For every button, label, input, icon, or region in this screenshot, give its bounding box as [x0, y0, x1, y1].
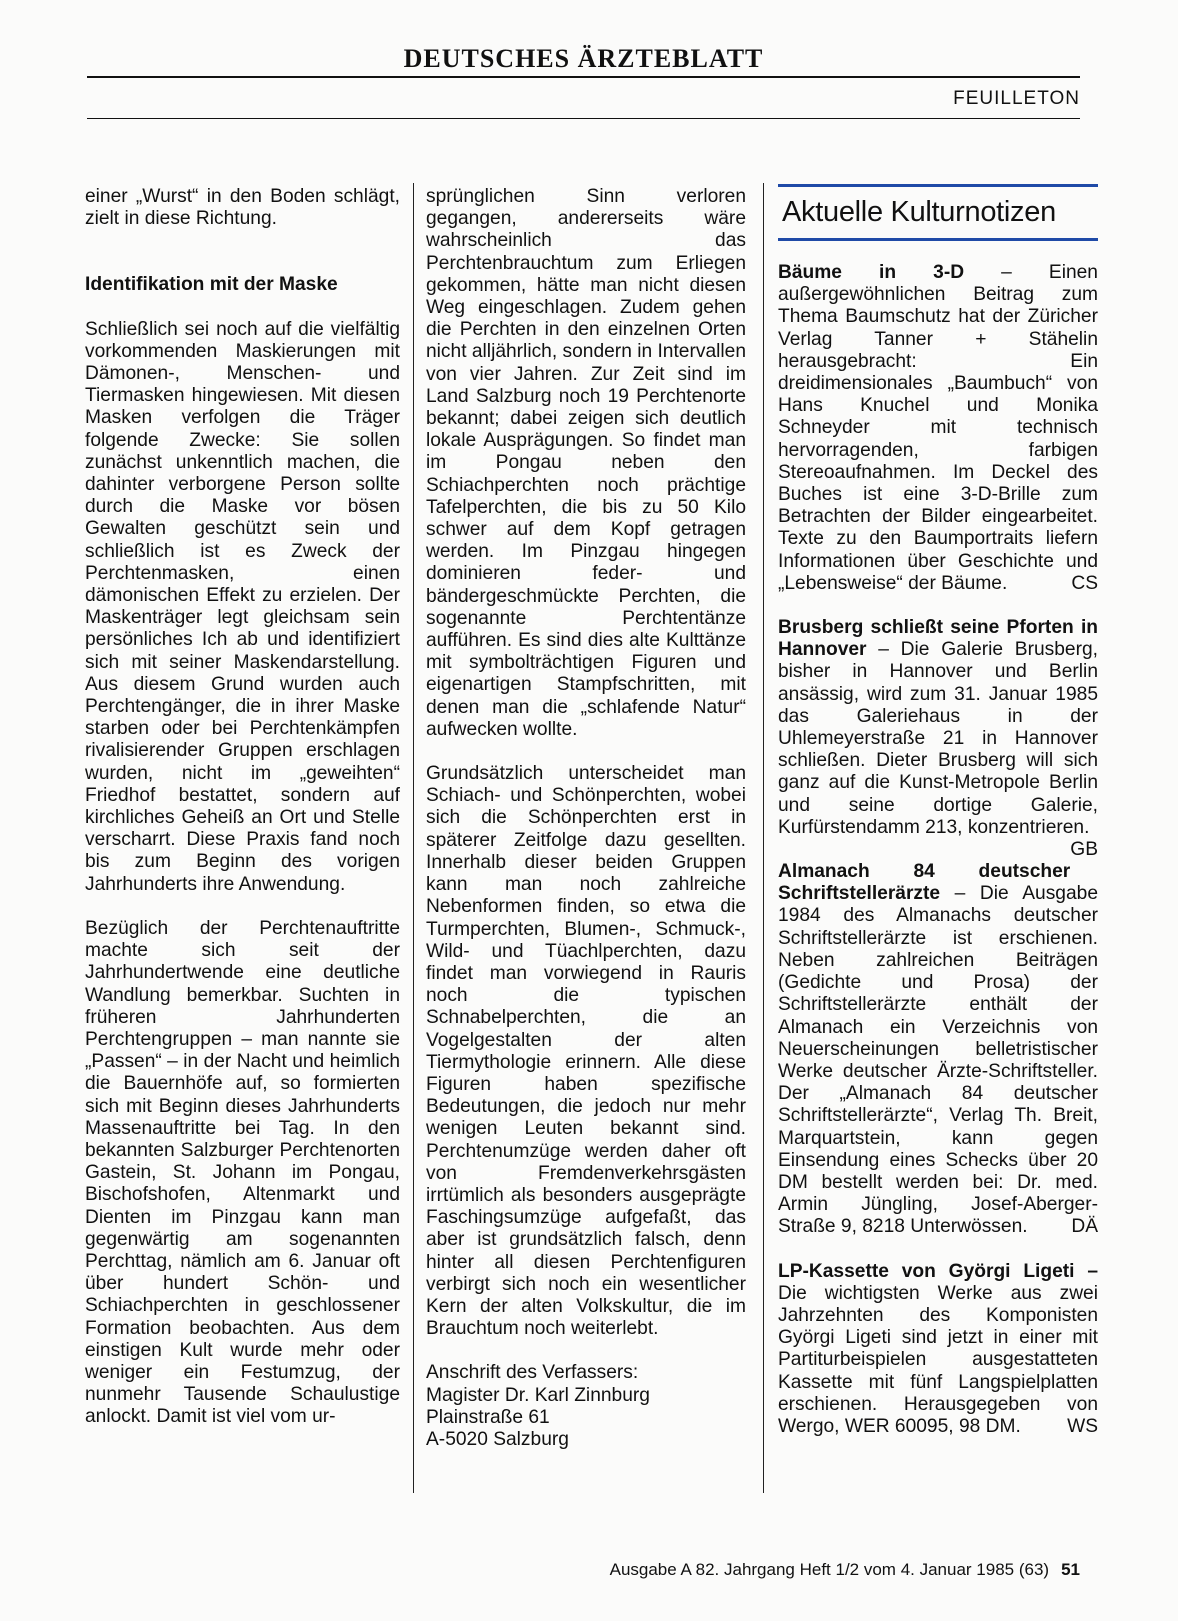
notice-signature: WS — [1067, 1415, 1098, 1437]
notice-title: Almanach 84 deutscher Schriftstellerärzte — [778, 861, 1071, 905]
issue-info: Ausgabe A 82. Jahrgang Heft 1/2 vom 4. Januar 1985 (63) — [609, 1560, 1050, 1579]
box-top-rule — [778, 184, 1098, 187]
notice-text: – Die Ausgabe 1984 des Almanachs deutscher Schriftstellerärzte ist erschienen. Neben zahlreichen Beiträgen (Gedichte und Prosa) der Schriftstellerärzte enthält der Almanach ein Verzeichnis von Neuerscheinungen belletristischer Werke deutscher Ärzte-Schriftsteller. Der „Almanach 84 deutscher Schriftstellerärzte“, Verlag Th. Breit, Marquartstein, kann gegen Einsendung eines Schecks über 20 DM bestellt werden bei: Dr. med. Armin Jüngling, Josef-Aberger-Straße 9, 8218 Unterwössen. — [778, 883, 1098, 1238]
column-3-notices — [778, 262, 1098, 1438]
box-bottom-rule — [778, 238, 1098, 241]
column-1 — [85, 186, 400, 1429]
column-2 — [426, 186, 746, 1451]
notice-signature: DÄ — [1071, 1216, 1098, 1238]
notice-item — [778, 617, 1098, 861]
address-line: Magister Dr. Karl Zinnburg — [426, 1384, 650, 1406]
column-divider-2 — [763, 183, 764, 1493]
address-line: A-5020 Salzburg — [426, 1428, 569, 1450]
box-title: Aktuelle Kulturnotizen — [782, 196, 1056, 228]
notice-item — [778, 262, 1098, 595]
subheading: Identifikation mit der Maske — [85, 274, 338, 296]
paragraph: Grundsätzlich unterscheidet man Schiach- und Schönperchten, wobei sich die Schönperchten erst in späterer Zeitfolge dazu gesellten. Innerhalb dieser beiden Gruppen kann man noch zahlreiche Nebenformen finden, so etwa die Turmperchten, Blumen-, Schmuck-, Wild- und Tüachlperchten, dazu findet man vorwiegend in Rauris noch die typischen Schnabelperchten, die an Vogelgestalten der alten Tiermythologie erinnern. Alle diese Figuren haben spezifische Bedeutungen, die jedoch nur mehr wenigen Leuten bekannt sind. Perchtenumzüge werden daher oft von Fremdenverkehrsgästen irrtümlich als besonders ausgeprägte Faschingsumzüge aufgefaßt, das aber ist grundsätzlich falsch, denn hinter all diesen Perchtenfiguren verbirgt sich noch ein wesentlicher Kern der alten Volkskultur, die im Brauchtum noch weiterlebt. — [426, 763, 746, 1340]
page-footer — [610, 1560, 1080, 1580]
address-line: Plainstraße 61 — [426, 1406, 550, 1428]
author-address — [426, 1362, 746, 1451]
paragraph: sprünglichen Sinn verloren gegangen, andererseits wäre wahrscheinlich das Perchtenbrauchtum zum Erliegen gekommen, hätte man nicht diesen Weg eingeschlagen. Zudem gehen die Perchten in den einzelnen Orten nicht alljährlich, sondern in Intervallen von vier Jahren. Zur Zeit sind im Land Salzburg noch 19 Perchtenorte bekannt; dabei zeigen sich deutlich lokale Ausprägungen. So findet man im Pongau neben den Schiachperchten noch prächtige Tafelperchten, die bis zu 50 Kilo schwer auf dem Kopf getragen werden. Im Pinzgau hingegen dominieren feder- und bändergeschmückte Perchten, die sogenannte Perchtentänze aufführen. Es sind dies alte Kulttänze mit symbolträchtigen Figuren und eigenartigen Stampfschritten, mit denen man die „schlafende Natur“ aufwecken wollte. — [426, 186, 746, 740]
notice-title: Brusberg schließt seine Pforten in Hannover — [778, 617, 1098, 661]
masthead-title: DEUTSCHES ÄRZTEBLATT — [403, 44, 764, 73]
notice-title: Bäume in 3-D — [778, 262, 965, 283]
masthead-rule — [87, 76, 1080, 78]
notice-signature: GB — [1070, 839, 1098, 861]
page-number: 51 — [1061, 1560, 1080, 1579]
paragraph: Bezüglich der Perchtenauftritte machte sich seit der Jahrhundertwende eine deutliche Wandlung bemerkbar. Suchten in früheren Jahrhunderten Perchtengruppen – man nannte sie „Passen“ – in der Nacht und heimlich die Bauernhöfe auf, so formierten sich mit Beginn dieses Jahrhunderts Massenauftritte bei Tag. In den bekannten Salzburger Perchtenorten Gastein, St. Johann im Pongau, Bischofshofen, Altenmarkt und Dienten im Pinzgau kann man gegenwärtig am sogenannten Perchttag, nämlich am 6. Januar oft über hundert Schön- und Schiachperchten in geschlossener Formation beobachten. Aus dem einstigen Kult wurde mehr oder weniger ein Festumzug, der nunmehr Tausende Schaulustige anlockt. Damit ist viel vom ur- — [85, 917, 400, 1428]
address-line: Anschrift des Verfassers: — [426, 1362, 639, 1384]
column-divider-1 — [413, 183, 414, 1493]
notice-signature: CS — [1071, 572, 1098, 594]
notice-item — [778, 861, 1098, 1238]
notice-title: LP-Kassette von Györgi Ligeti – — [778, 1260, 1098, 1282]
paragraph: einer „Wurst“ in den Boden schlägt, zielt in diese Richtung. — [85, 186, 400, 230]
notice-text: Die wichtigsten Werke aus zwei Jahrzehnten des Komponisten Györgi Ligeti sind jetzt in einer mit Partiturbeispielen ausgestatteten Kassette mit fünf Langspielplatten erschienen. Herausgegeben von Wergo, WER 60095, 98 DM. — [778, 1282, 1098, 1437]
paragraph: Schließlich sei noch auf die vielfältig vorkommenden Maskierungen mit Dämonen-, Menschen- und Tiermasken hingewiesen. Mit diesen Masken verfolgen die Träger folgende Zwecke: Sie sollen zunächst unkenntlich machen, die dahinter verborgene Person sollte durch die Maske vor bösen Gewalten geschützt sein und schließlich ist es Zweck der Perchtenmasken, einen dämonischen Effekt zu erzielen. Der Maskenträger legt gleichsam sein persönliches Ich ab und identifiziert sich mit seiner Maskendarstellung. Aus diesem Grund wurden auch Perchtengänger, die in ihrer Maske starben oder bei Perchtenkämpfen rivalisierender Gruppen erschlagen wurden, nicht im „geweihten“ Friedhof bestattet, sondern auf kirchliches Geheiß an Ort und Stelle verscharrt. Diese Praxis fand noch bis zum Beginn des vorigen Jahrhunderts ihre Anwendung. — [85, 318, 400, 895]
notice-item — [778, 1261, 1098, 1439]
section-rule — [87, 118, 1080, 119]
section-label: FEUILLETON — [953, 88, 1080, 109]
notice-text: – Die Galerie Brusberg, bisher in Hannover und Berlin ansässig, wird zum 31. Januar 1985 das Galeriehaus in der Uhlemeyerstraße 21 in Hannover schließen. Dieter Brusberg will sich ganz auf die Kunst-Metropole Berlin und seine dortige Galerie, Kurfürstendamm 213, konzentrieren. — [778, 639, 1098, 838]
notice-text: – Einen außergewöhnlichen Beitrag zum Thema Baumschutz hat der Züricher Verlag Tanner + Stähelin herausgebracht: Ein dreidimensionales „Baumbuch“ von Hans Knuchel und Monika Schneyder mit technisch hervorragenden, farbigen Stereoaufnahmen. Im Deckel des Buches ist eine 3-D-Brille zum Betrachten der Bilder eingearbeitet. Texte zu den Baumportraits liefern Informationen über Geschichte und „Lebensweise“ der Bäume. — [778, 262, 1098, 594]
